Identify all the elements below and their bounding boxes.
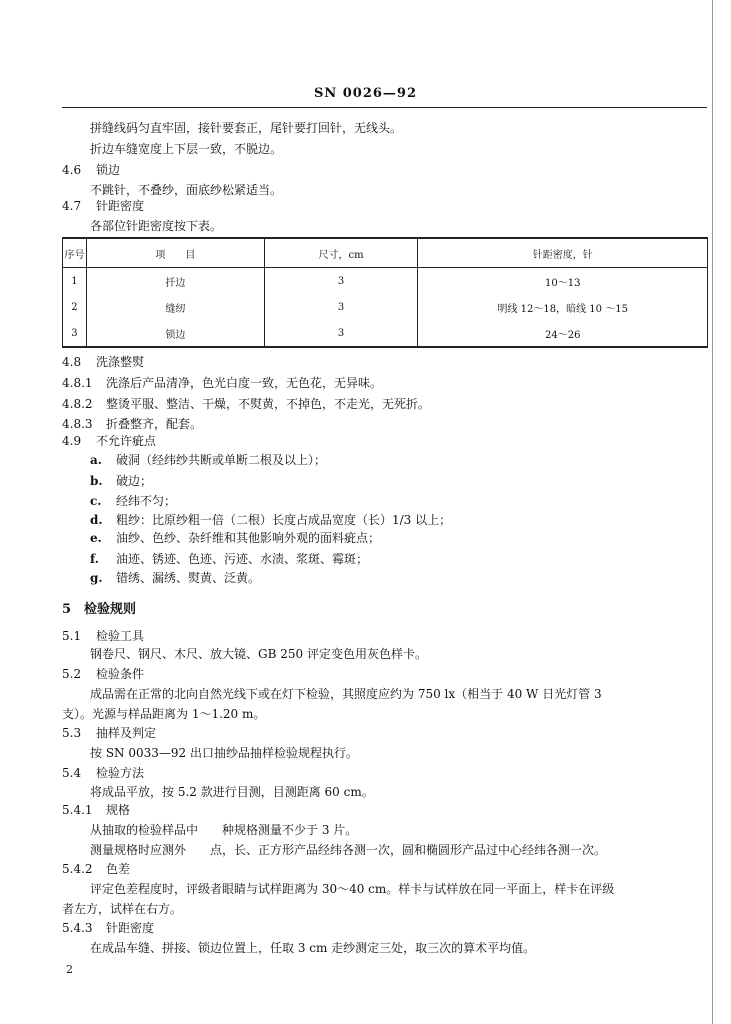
section-number: 5 [62,602,72,617]
subsection [62,375,382,391]
section-5-4-1-text: 测量规格时应测外 点，长、正方形产品经纬各测一次，圆和椭圆形产品过中心经纬各测一次。 [90,843,607,857]
list-item [90,473,152,489]
section-5-3-heading [62,725,156,741]
page-number: 2 [66,963,73,976]
subsection-number: 4.8.2 [62,397,93,411]
table-cell: 锁边 [86,320,264,347]
section-number: 5.4.3 [62,921,93,935]
section-5-4-1-heading [62,802,130,818]
subsection-text: 整烫平服、整洁、干燥，不熨黄，不掉色，不走光，无死折。 [106,397,431,411]
table-cell: 扦边 [86,268,264,295]
section-5-4-2-text: 者左方，试样在右方。 [62,902,183,916]
subsection [62,396,430,412]
section-5-4-2-text: 评定色差程度时，评级者眼睛与试样距离为 30～40 cm。样卡与试样放在同一平面上，样卡在评级 [90,882,615,896]
table-cell: 24～26 [418,320,708,347]
section-number: 5.4 [62,766,82,780]
section-5-1-heading [62,628,144,644]
table-cell: 3 [264,268,418,295]
section-4-9-heading [62,433,156,449]
section-number: 5.3 [62,726,82,740]
stitch-density-table [62,237,708,348]
list-item [90,570,260,586]
list-label: a. [90,453,102,467]
table-cell: 3 [264,320,418,347]
list-text: 经纬不匀； [116,494,177,508]
section-title: 检验条件 [96,667,145,681]
section-title: 检验方法 [96,766,145,780]
section-5-4-3-text: 在成品车缝、拼接、锁边位置上，任取 3 cm 走纱测定三处，取三次的算术平均值。 [90,941,536,955]
section-5-4-1-text: 从抽取的检验样品中 种规格测量不少于 3 片。 [90,823,358,837]
table-cell: 3 [264,294,418,320]
section-5-1-text: 钢卷尺、钢尺、木尺、放大镜、GB 250 评定变色用灰色样卡。 [90,647,427,661]
section-number: 4.9 [62,434,82,448]
paragraph-line: 折边车缝宽度上下层一致，不脱边。 [90,142,283,156]
section-5-3-text: 按 SN 0033—92 出口抽纱品抽样检验规程执行。 [90,746,358,760]
section-5-2-text: 支）。光源与样品距离为 1～1.20 m。 [62,707,266,721]
table-cell: 10～13 [418,268,708,295]
list-item [90,493,176,509]
standard-code-header: SN 0026—92 [313,86,418,101]
list-item [90,452,326,468]
list-item [90,551,368,567]
table-cell: 2 [63,294,87,320]
list-text: 破洞（经纬纱共断或单断二根及以上）； [116,453,327,467]
section-title: 检验规则 [84,602,137,617]
table-header-cell: 序号 [63,238,87,268]
table-cell: 明线 12～18，暗线 10 ～15 [418,294,708,320]
section-5-4-3-heading [62,920,154,936]
subsection-text: 洗涤后产品清净，色光白度一致，无色花，无异味。 [106,376,383,390]
section-4-6-heading [62,162,120,178]
list-item [90,512,451,528]
table-header-cell: 针距密度，针 [418,238,708,268]
list-text: 错绣、漏绣、熨黄、泛黄。 [116,571,261,585]
table-header-cell: 尺寸，cm [264,238,418,268]
list-text: 破边； [116,474,153,488]
subsection-number: 4.8.1 [62,376,93,390]
section-number: 4.7 [62,199,82,213]
section-title: 不允许疵点 [96,434,157,448]
section-title: 抽样及判定 [96,726,157,740]
section-5-2-text: 成品需在正常的北向自然光线下或在灯下检验，其照度应约为 750 lx（相当于 40 W 日光灯管 3 [90,687,602,701]
paragraph-line: 拼缝线码匀直牢固，接针要套正，尾针要打回针，无线头。 [90,121,403,135]
section-number: 5.2 [62,667,82,681]
header-rule [62,107,707,108]
section-5-4-2-heading [62,861,130,877]
section-title: 色差 [106,862,131,876]
section-title: 针距密度 [106,921,155,935]
subsection [62,416,202,432]
list-item [90,530,380,546]
table-row [63,320,708,347]
section-number: 4.8 [62,355,82,369]
section-number: 5.4.2 [62,862,93,876]
page-edge-rule [712,0,713,1024]
table-header-cell: 项 目 [86,238,264,268]
section-number: 5.4.1 [62,803,93,817]
subsection-number: 4.8.3 [62,417,93,431]
table-row [63,268,708,295]
section-5-heading [62,602,136,618]
section-5-4-heading [62,765,144,781]
section-4-7-text: 各部位针距密度按下表。 [90,219,223,233]
section-title: 洗涤整熨 [96,355,145,369]
section-4-6-text: 不跳针，不叠纱，面底纱松紧适当。 [90,183,283,197]
list-text: 油纱、色纱、杂纤维和其他影响外观的面料疵点； [116,531,381,545]
list-label: b. [90,474,103,488]
list-label: e. [90,531,102,545]
list-label: c. [90,494,102,508]
list-label: d. [90,513,103,527]
section-title: 规格 [106,803,131,817]
table-cell: 1 [63,268,87,295]
section-number: 4.6 [62,163,82,177]
list-text: 油迹、锈迹、色迹、污迹、水渍、浆斑、霉斑； [116,552,369,566]
table-cell: 3 [63,320,87,347]
section-title: 针距密度 [96,199,145,213]
subsection-text: 折叠整齐，配套。 [106,417,203,431]
list-text: 粗纱：比原纱粗一倍（二根）长度占成品宽度（长）1/3 以上； [116,513,452,527]
section-5-2-heading [62,666,144,682]
section-4-8-heading [62,354,144,370]
list-label: g. [90,571,103,585]
section-title: 检验工具 [96,629,145,643]
section-5-4-text: 将成品平放，按 5.2 款进行目测，目测距离 60 cm。 [90,785,374,799]
list-label: f. [90,552,99,566]
section-title: 锁边 [96,163,121,177]
table-cell: 缝纫 [86,294,264,320]
table-row [63,294,708,320]
section-number: 5.1 [62,629,82,643]
section-4-7-heading [62,198,144,214]
